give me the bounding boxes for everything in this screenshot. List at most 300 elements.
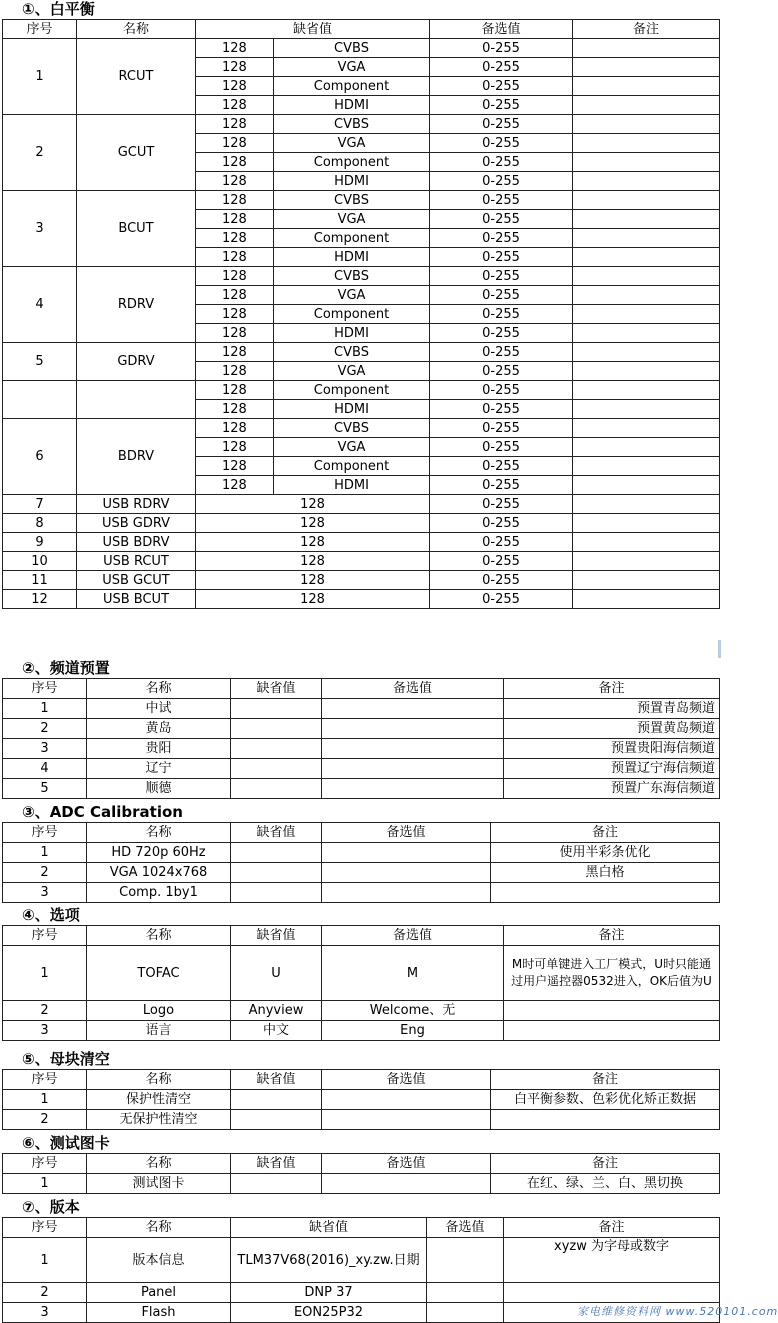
- row-number: 2: [3, 719, 87, 739]
- note-cell: [573, 153, 720, 172]
- note-cell: [573, 115, 720, 134]
- param-name: USB BDRV: [77, 533, 196, 552]
- row-number: 8: [3, 514, 77, 533]
- default-value: 128: [196, 58, 274, 77]
- header-cell: 备注: [491, 1154, 720, 1174]
- row-number: 3: [3, 739, 87, 759]
- header-cell: 备注: [504, 926, 720, 946]
- header-cell: 缺省值: [231, 926, 322, 946]
- default-value: [231, 843, 322, 863]
- default-value: 128: [196, 495, 430, 514]
- header-cell: 备注: [491, 1070, 720, 1090]
- param-name: USB BCUT: [77, 590, 196, 609]
- default-value: 128: [196, 590, 430, 609]
- row-number: 3: [3, 1303, 87, 1323]
- header-cell: 序号: [3, 926, 87, 946]
- note-cell: [573, 476, 720, 495]
- range-value: 0-255: [430, 514, 573, 533]
- note-cell: 黑白格: [491, 863, 720, 883]
- param-name: GDRV: [77, 343, 196, 381]
- note-cell: xyzw 为字母或数字: [504, 1238, 720, 1283]
- default-value: 128: [196, 172, 274, 191]
- item-name: 贵阳: [87, 739, 231, 759]
- alternate-value: [427, 1303, 504, 1323]
- row-number: 4: [3, 267, 77, 343]
- default-value: 128: [196, 457, 274, 476]
- source-name: Component: [274, 457, 430, 476]
- table-row: [3, 267, 720, 286]
- table-row: [3, 419, 720, 438]
- default-value: [231, 739, 322, 759]
- note-cell: [573, 39, 720, 58]
- channel-preset-table: [2, 678, 720, 799]
- default-value: [231, 863, 322, 883]
- alternate-value: [322, 779, 504, 799]
- range-value: 0-255: [430, 210, 573, 229]
- range-value: 0-255: [430, 324, 573, 343]
- default-value: 128: [196, 267, 274, 286]
- header-cell: 备注: [504, 1218, 720, 1238]
- source-name: HDMI: [274, 172, 430, 191]
- header-cell: 序号: [3, 679, 87, 699]
- note-cell: [573, 533, 720, 552]
- header-row: [3, 1218, 720, 1238]
- alternate-value: [427, 1283, 504, 1303]
- source-name: HDMI: [274, 324, 430, 343]
- header-cell: 名称: [87, 1070, 231, 1090]
- row-number: 1: [3, 1090, 87, 1110]
- param-name: USB RDRV: [77, 495, 196, 514]
- note-cell: [504, 1283, 720, 1303]
- table-row: [3, 719, 720, 739]
- param-name: RCUT: [77, 39, 196, 115]
- source-name: VGA: [274, 286, 430, 305]
- range-value: 0-255: [430, 39, 573, 58]
- header-row: [3, 679, 720, 699]
- row-number: 11: [3, 571, 77, 590]
- row-number: 2: [3, 863, 87, 883]
- default-value: 128: [196, 229, 274, 248]
- header-cell: 序号: [3, 1070, 87, 1090]
- alternate-value: [322, 883, 491, 903]
- row-number: 2: [3, 1001, 87, 1021]
- default-value: 128: [196, 438, 274, 457]
- source-name: VGA: [274, 58, 430, 77]
- source-name: HDMI: [274, 400, 430, 419]
- header-row: [3, 1070, 720, 1090]
- default-value: 128: [196, 96, 274, 115]
- source-name: Component: [274, 305, 430, 324]
- range-value: 0-255: [430, 96, 573, 115]
- row-number: 2: [3, 115, 77, 191]
- default-value: EON25P32: [231, 1303, 427, 1323]
- source-name: CVBS: [274, 343, 430, 362]
- source-name: HDMI: [274, 248, 430, 267]
- header-cell: 名称: [87, 679, 231, 699]
- default-value: 128: [196, 115, 274, 134]
- default-value: 128: [196, 362, 274, 381]
- range-value: 0-255: [430, 457, 573, 476]
- header-row: [3, 1154, 720, 1174]
- header-cell: 缺省值: [231, 1218, 427, 1238]
- note-cell: 在红、绿、兰、白、黑切换: [491, 1174, 720, 1194]
- note-cell: [573, 381, 720, 400]
- range-value: 0-255: [430, 552, 573, 571]
- default-value: 128: [196, 571, 430, 590]
- note-cell: [491, 1110, 720, 1130]
- table-row: [3, 1090, 720, 1110]
- note-cell: [573, 267, 720, 286]
- table-row: [3, 343, 720, 362]
- range-value: 0-255: [430, 153, 573, 172]
- alternate-value: [322, 759, 504, 779]
- note-cell: [573, 438, 720, 457]
- table-row: [3, 552, 720, 571]
- table-row: [3, 571, 720, 590]
- section-title-block-clear: ⑤、母块清空: [22, 1050, 110, 1068]
- note-cell: 预置广东海信频道: [504, 779, 720, 799]
- header-cell: 缺省值: [196, 20, 430, 39]
- header-cell: 名称: [77, 20, 196, 39]
- note-cell: [573, 210, 720, 229]
- default-value: [231, 779, 322, 799]
- item-name: 黄岛: [87, 719, 231, 739]
- default-value: 128: [196, 324, 274, 343]
- header-cell: 序号: [3, 1218, 87, 1238]
- item-name: 保护性清空: [87, 1090, 231, 1110]
- table-row: [3, 1238, 720, 1283]
- note-cell: [573, 305, 720, 324]
- range-value: 0-255: [430, 58, 573, 77]
- section-title-white-balance: ①、白平衡: [22, 0, 95, 18]
- table-row: [3, 1174, 720, 1194]
- row-number: 1: [3, 1238, 87, 1283]
- item-name: 中试: [87, 699, 231, 719]
- header-cell: 名称: [87, 926, 231, 946]
- header-row: [3, 926, 720, 946]
- alternate-value: Eng: [322, 1021, 504, 1041]
- item-name: VGA 1024x768: [87, 863, 231, 883]
- row-number: 12: [3, 590, 77, 609]
- item-name: 版本信息: [87, 1238, 231, 1283]
- note-cell: [573, 172, 720, 191]
- row-number: 4: [3, 759, 87, 779]
- item-name: Logo: [87, 1001, 231, 1021]
- options-table: [2, 925, 720, 1041]
- note-cell: 预置辽宁海信频道: [504, 759, 720, 779]
- param-name: USB GDRV: [77, 514, 196, 533]
- range-value: 0-255: [430, 286, 573, 305]
- header-cell: 备选值: [427, 1218, 504, 1238]
- range-value: 0-255: [430, 172, 573, 191]
- item-name: 无保护性清空: [87, 1110, 231, 1130]
- source-name: VGA: [274, 362, 430, 381]
- header-cell: 序号: [3, 1154, 87, 1174]
- row-number: 10: [3, 552, 77, 571]
- alternate-value: [322, 1110, 491, 1130]
- default-value: 128: [196, 514, 430, 533]
- alternate-value: [322, 719, 504, 739]
- row-number: 9: [3, 533, 77, 552]
- note-cell: 预置青岛频道: [504, 699, 720, 719]
- range-value: 0-255: [430, 533, 573, 552]
- default-value: 128: [196, 248, 274, 267]
- source-name: CVBS: [274, 115, 430, 134]
- table-row: [3, 115, 720, 134]
- note-cell: [573, 343, 720, 362]
- header-cell: 缺省值: [231, 1070, 322, 1090]
- note-cell: [573, 514, 720, 533]
- default-value: [231, 1174, 322, 1194]
- header-cell: 备选值: [322, 1154, 491, 1174]
- section-title-options: ④、选项: [22, 906, 80, 924]
- source-name: VGA: [274, 438, 430, 457]
- default-value: U: [231, 946, 322, 1001]
- header-cell: 序号: [3, 823, 87, 843]
- table-row: [3, 39, 720, 58]
- source-name: Component: [274, 229, 430, 248]
- note-cell: [573, 77, 720, 96]
- range-value: 0-255: [430, 400, 573, 419]
- table-row: [3, 1283, 720, 1303]
- range-value: 0-255: [430, 77, 573, 96]
- row-number: 7: [3, 495, 77, 514]
- range-value: 0-255: [430, 438, 573, 457]
- note-cell: [573, 229, 720, 248]
- range-value: 0-255: [430, 267, 573, 286]
- item-name: HD 720p 60Hz: [87, 843, 231, 863]
- table-row: [3, 1001, 720, 1021]
- adc-calibration-table: [2, 822, 720, 903]
- param-name: USB GCUT: [77, 571, 196, 590]
- source-name: Component: [274, 153, 430, 172]
- default-value: 128: [196, 134, 274, 153]
- section-title-adc-calibration: ③、ADC Calibration: [22, 803, 183, 821]
- table-row: [3, 381, 720, 400]
- source-name: CVBS: [274, 191, 430, 210]
- table-row: [3, 946, 720, 1001]
- source-name: Component: [274, 381, 430, 400]
- header-cell: 备选值: [430, 20, 573, 39]
- table-row: [3, 514, 720, 533]
- row-number: 3: [3, 883, 87, 903]
- header-cell: 名称: [87, 1218, 231, 1238]
- param-name: BCUT: [77, 191, 196, 267]
- range-value: 0-255: [430, 191, 573, 210]
- header-cell: 备注: [573, 20, 720, 39]
- source-name: CVBS: [274, 419, 430, 438]
- default-value: 128: [196, 533, 430, 552]
- param-name: USB RCUT: [77, 552, 196, 571]
- header-cell: 备注: [491, 823, 720, 843]
- range-value: 0-255: [430, 343, 573, 362]
- note-cell: 使用半彩条优化: [491, 843, 720, 863]
- default-value: 128: [196, 343, 274, 362]
- alternate-value: [322, 843, 491, 863]
- note-cell: [573, 191, 720, 210]
- range-value: 0-255: [430, 571, 573, 590]
- note-cell: 预置黄岛频道: [504, 719, 720, 739]
- range-value: 0-255: [430, 590, 573, 609]
- default-value: 128: [196, 191, 274, 210]
- item-name: 语言: [87, 1021, 231, 1041]
- row-number: 2: [3, 1110, 87, 1130]
- row-number: 6: [3, 419, 77, 495]
- alternate-value: [322, 863, 491, 883]
- note-cell: [573, 571, 720, 590]
- row-number: 1: [3, 1174, 87, 1194]
- default-value: 128: [196, 400, 274, 419]
- note-cell: [504, 1001, 720, 1021]
- default-value: 128: [196, 305, 274, 324]
- item-name: Comp. 1by1: [87, 883, 231, 903]
- default-value: DNP 37: [231, 1283, 427, 1303]
- header-cell: 名称: [87, 1154, 231, 1174]
- white-balance-table: [2, 19, 720, 609]
- row-number: 1: [3, 39, 77, 115]
- item-name: Flash: [87, 1303, 231, 1323]
- row-number: 1: [3, 946, 87, 1001]
- row-number: 1: [3, 843, 87, 863]
- range-value: 0-255: [430, 495, 573, 514]
- table-row: [3, 739, 720, 759]
- range-value: 0-255: [430, 419, 573, 438]
- default-value: 128: [196, 476, 274, 495]
- row-number: 2: [3, 1283, 87, 1303]
- note-cell: [573, 400, 720, 419]
- table-row: [3, 699, 720, 719]
- table-row: [3, 1110, 720, 1130]
- table-row: [3, 779, 720, 799]
- note-cell: [573, 362, 720, 381]
- note-cell: [573, 495, 720, 514]
- header-cell: 缺省值: [231, 823, 322, 843]
- range-value: 0-255: [430, 476, 573, 495]
- default-value: [231, 883, 322, 903]
- row-number: 1: [3, 699, 87, 719]
- table-row: [3, 863, 720, 883]
- table-row: [3, 759, 720, 779]
- source-name: HDMI: [274, 476, 430, 495]
- source-name: VGA: [274, 210, 430, 229]
- row-number: 3: [3, 191, 77, 267]
- range-value: 0-255: [430, 381, 573, 400]
- header-cell: 备选值: [322, 926, 504, 946]
- note-cell: [573, 248, 720, 267]
- item-name: 辽宁: [87, 759, 231, 779]
- source-name: CVBS: [274, 39, 430, 58]
- table-row: [3, 883, 720, 903]
- default-value: 128: [196, 77, 274, 96]
- range-value: 0-255: [430, 305, 573, 324]
- note-cell: 白平衡参数、色彩优化矫正数据: [491, 1090, 720, 1110]
- table-row: [3, 495, 720, 514]
- default-value: [231, 1090, 322, 1110]
- test-pattern-table: [2, 1153, 720, 1194]
- default-value: [231, 759, 322, 779]
- note-cell: M时可单键进入工厂模式，U时只能通过用户遥控器0532进入，OK后值为U: [504, 946, 720, 1001]
- default-value: 128: [196, 39, 274, 58]
- param-name: RDRV: [77, 267, 196, 343]
- default-value: TLM37V68(2016)_xy.zw.日期: [231, 1238, 427, 1283]
- header-cell: 缺省值: [231, 679, 322, 699]
- note-cell: [573, 58, 720, 77]
- section-title-test-pattern: ⑥、测试图卡: [22, 1134, 110, 1152]
- section-title-version: ⑦、版本: [22, 1198, 80, 1216]
- default-value: 128: [196, 552, 430, 571]
- row-number: [3, 381, 77, 419]
- note-cell: [573, 419, 720, 438]
- watermark: 家电维修资料网 www.520101.com: [577, 1305, 778, 1318]
- section-title-channel-preset: ②、频道预置: [22, 659, 110, 677]
- range-value: 0-255: [430, 115, 573, 134]
- row-number: 5: [3, 343, 77, 381]
- alternate-value: M: [322, 946, 504, 1001]
- alternate-value: [427, 1238, 504, 1283]
- note-cell: [573, 590, 720, 609]
- note-cell: [573, 324, 720, 343]
- source-name: VGA: [274, 134, 430, 153]
- default-value: 128: [196, 286, 274, 305]
- default-value: 128: [196, 381, 274, 400]
- alternate-value: [322, 1174, 491, 1194]
- header-cell: 名称: [87, 823, 231, 843]
- table-row: [3, 533, 720, 552]
- param-name: [77, 381, 196, 419]
- default-value: 128: [196, 419, 274, 438]
- default-value: [231, 719, 322, 739]
- header-cell: 备选值: [322, 679, 504, 699]
- note-cell: [491, 883, 720, 903]
- row-number: 3: [3, 1021, 87, 1041]
- item-name: 测试图卡: [87, 1174, 231, 1194]
- page-separator: [718, 640, 721, 658]
- header-cell: 备选值: [322, 823, 491, 843]
- source-name: CVBS: [274, 267, 430, 286]
- note-cell: [504, 1021, 720, 1041]
- table-row: [3, 843, 720, 863]
- item-name: 顺德: [87, 779, 231, 799]
- default-value: [231, 699, 322, 719]
- range-value: 0-255: [430, 362, 573, 381]
- table-row: [3, 590, 720, 609]
- row-number: 5: [3, 779, 87, 799]
- note-cell: [573, 134, 720, 153]
- source-name: HDMI: [274, 96, 430, 115]
- alternate-value: [322, 739, 504, 759]
- default-value: 128: [196, 210, 274, 229]
- alternate-value: Welcome、无: [322, 1001, 504, 1021]
- header-cell: 缺省值: [231, 1154, 322, 1174]
- default-value: 128: [196, 153, 274, 172]
- note-cell: [573, 96, 720, 115]
- range-value: 0-255: [430, 229, 573, 248]
- header-cell: 备选值: [322, 1070, 491, 1090]
- alternate-value: [322, 699, 504, 719]
- default-value: 中文: [231, 1021, 322, 1041]
- param-name: GCUT: [77, 115, 196, 191]
- block-clear-table: [2, 1069, 720, 1130]
- default-value: Anyview: [231, 1001, 322, 1021]
- note-cell: [573, 457, 720, 476]
- default-value: [231, 1110, 322, 1130]
- item-name: Panel: [87, 1283, 231, 1303]
- range-value: 0-255: [430, 134, 573, 153]
- table-row: [3, 1021, 720, 1041]
- item-name: TOFAC: [87, 946, 231, 1001]
- header-row: [3, 20, 720, 39]
- source-name: Component: [274, 77, 430, 96]
